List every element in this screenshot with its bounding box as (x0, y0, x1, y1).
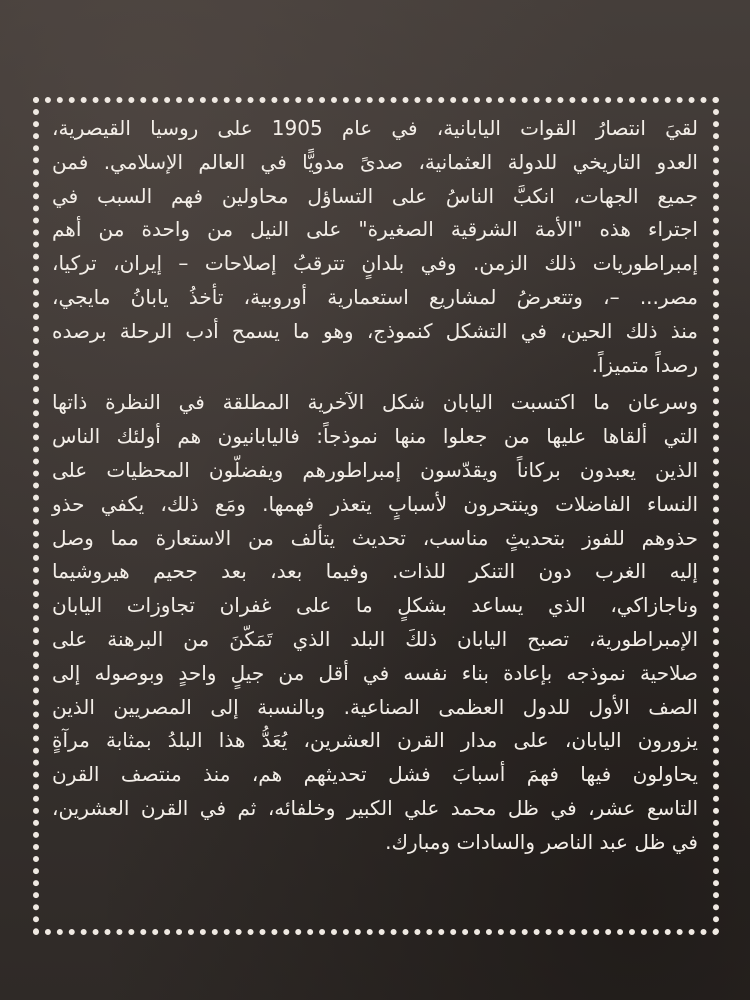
text-line: إمبراطوريات ذلك الزمن. وفي بلدانٍ تترقبُ إصلاحات – إيران، تركيا، (52, 251, 698, 276)
paragraph-1 (52, 112, 698, 382)
text-line: وناجازاكي، الذي يساعد بشكلٍ ما على غفران تجاوزات اليابان (52, 593, 698, 618)
text-line: يحاولون فيها فهمَ أسبابَ فشل تحديثهم هم، منذ منتصف القرن (52, 762, 698, 787)
text-line: يزورون اليابان، على مدار القرن العشرين، يُعَدُّ هذا البلدُ بمثابة مرآةٍ (52, 728, 698, 753)
text-line: اجتراء هذه "الأمة الشرقية الصغيرة" على النيل من واحدة من أهم (52, 217, 698, 242)
text-line: منذ ذلك الحين، في التشكل كنموذج، وهو ما يسمح أدب الرحلة برصده (52, 318, 698, 343)
text-line: جميع الجهات، انكبَّ الناسُ على التساؤل محاولين فهم السبب في (52, 183, 698, 208)
text-line: وسرعان ما اكتسبت اليابان شكل الآخرية المطلقة في النظرة ذاتها (52, 390, 698, 415)
text-line: العدو التاريخي للدولة العثمانية، صدىً مدويًّا في العالم الإسلامي. فمن (52, 149, 698, 174)
text-line: صلاحية نموذجه بإعادة بناء نفسه في أقل من جيلٍ واحدٍ وبوصوله إلى (52, 660, 698, 685)
text-line: التي ألقاها عليها من جعلوا منها نموذجاً: فاليابانيون هم أولئك الناس (52, 424, 698, 449)
text-line: التاسع عشر، في ظل محمد علي الكبير وخلفائه، ثم في القرن العشرين، (52, 795, 698, 820)
text-line: لقيَ انتصارُ القوات اليابانية، في عام 1905 على روسيا القيصرية، (52, 116, 698, 140)
text-line: الذين يعبدون بركاناً ويقدّسون إمبراطورهم ويفضلّون المحظيات على (52, 457, 698, 482)
text-line: حذوهم للفوز بتحديثٍ مناسب، تحديث يتألف من الاستعارة مما وصل (52, 525, 698, 550)
text-line: إليه الغرب دون التنكر للذات. وفيما بعد، بعد جحيم هيروشيما (52, 559, 698, 584)
text-line: النساء الفاضلات وينتحرون لأسبابٍ يتعذر فهمها. ومَع ذلك، يكفي حذو (52, 491, 698, 516)
blurb-text (52, 112, 698, 924)
text-line: الإمبراطورية، تصبح اليابان ذلكَ البلد الذي تَمَكّنَ من البرهنة على (52, 626, 698, 651)
paragraph-2 (52, 386, 698, 859)
text-line: في ظل عبد الناصر والسادات ومبارك. (385, 829, 698, 854)
text-line: مصر... –، وتتعرضُ لمشاريع استعمارية أوروبية، تأخذُ يابانُ مايجي، (52, 284, 698, 309)
text-line: الصف الأول للدول العظمى الصناعية. وبالنسبة إلى المصريين الذين (52, 694, 698, 719)
text-line: رصداً متميزاً. (591, 352, 698, 377)
